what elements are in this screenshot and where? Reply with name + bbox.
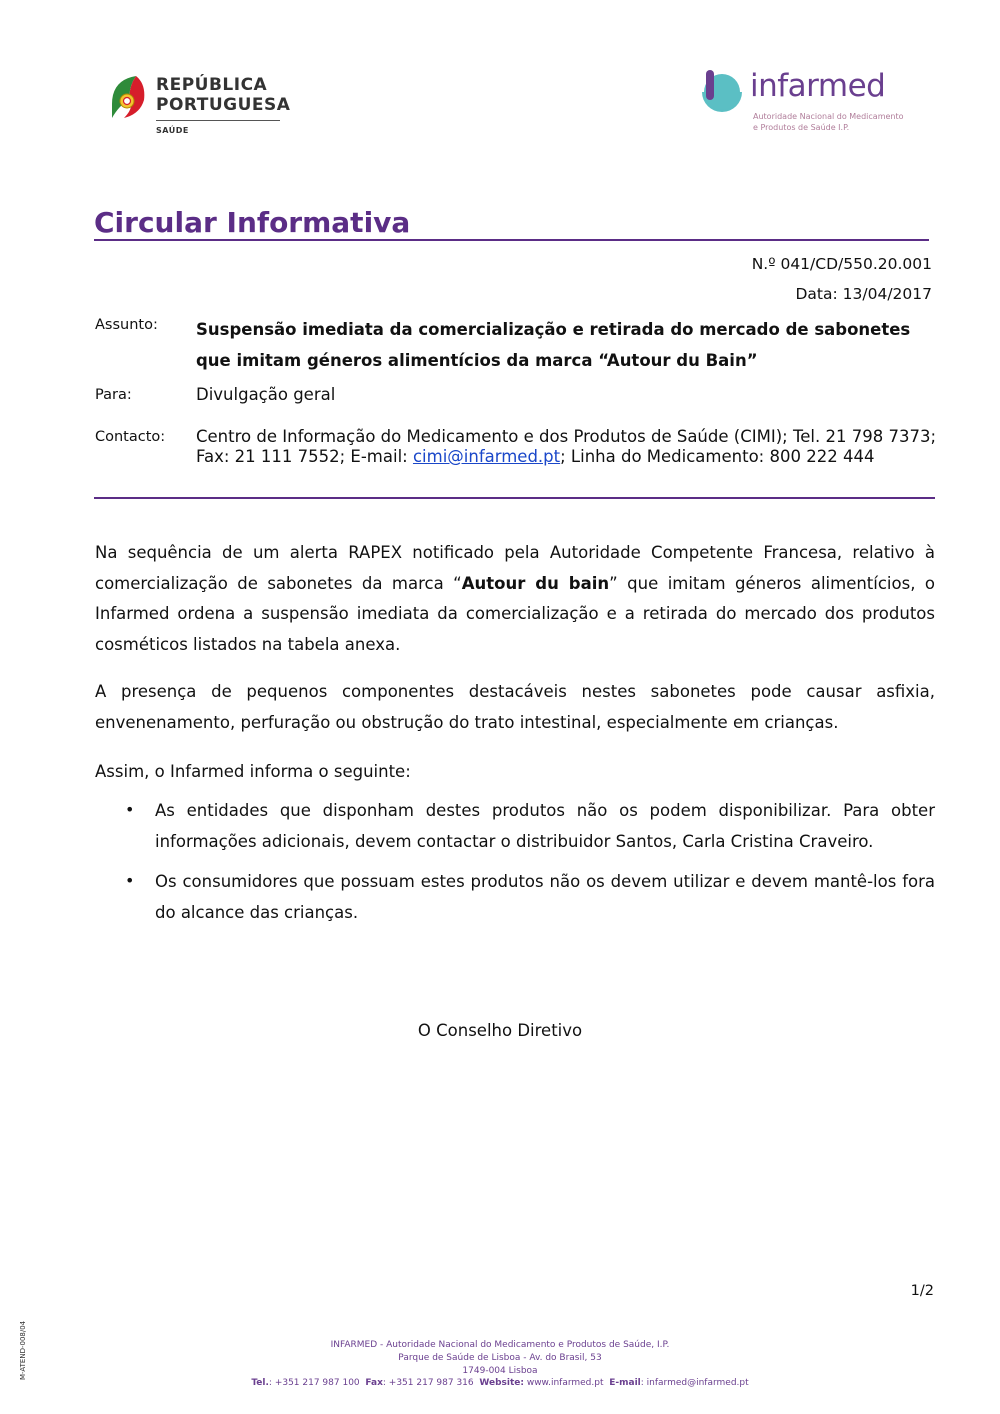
bullet-item: As entidades que disponham destes produtos não os podem disponibilizar. Para obter informações adicionais, devem contactar o distribuidor Santos, Carla Cristina Craveiro. [155, 801, 935, 851]
signature: O Conselho Diretivo [417, 1021, 583, 1040]
republica-portuguesa-logo [110, 72, 290, 142]
logo-divider [156, 120, 280, 121]
infarmed-mark-icon [696, 70, 748, 122]
portugal-flag-icon [110, 74, 148, 120]
contact-suffix: ; Linha do Medicamento: 800 222 444 [560, 447, 875, 466]
subject-label: Assunto: [95, 317, 158, 333]
footer-postcode: 1749-004 Lisboa [462, 1366, 538, 1376]
brand-name: Autour du bain [461, 573, 610, 593]
document-title: Circular Informativa [94, 206, 411, 239]
footer-fax-label: Fax [365, 1378, 383, 1388]
footer-address: Parque de Saúde de Lisboa - Av. do Brasil, 53 [398, 1353, 602, 1363]
page-number: 1/2 [910, 1283, 934, 1299]
to-text: Divulgação geral [196, 385, 336, 404]
contact-prefix: Centro de Informação do Medicamento e dos Produtos de Saúde (CIMI); Tel. 21 798 7373; Fax: 21 111 7552; E-mail: [196, 427, 936, 466]
bullet-marker: • [125, 871, 135, 890]
footer-email-label: E-mail [609, 1378, 641, 1388]
footer-tel-label: Tel. [251, 1378, 269, 1388]
bullet-marker: • [125, 800, 135, 819]
header-divider [94, 497, 935, 499]
footer-website[interactable]: www.infarmed.pt [523, 1378, 604, 1388]
infarmed-logo [696, 70, 906, 142]
contact-email-link[interactable]: cimi@infarmed.pt [412, 447, 561, 466]
paragraph-3: Assim, o Infarmed informa o seguinte: [95, 762, 411, 781]
title-divider [94, 239, 929, 241]
contact-label: Contacto: [95, 429, 166, 445]
infarmed-wordmark: infarmed [750, 68, 886, 104]
republica-text: REPÚBLICA [156, 75, 268, 95]
paragraph-1-end: ” que imitam géneros alimentícios, o Infarmed ordena a suspensão imediata da comercialização e a retirada do mercado dos produtos cosméticos listados na tabela anexa. [95, 573, 935, 654]
form-code: M-ATEND-008/04 [19, 1320, 27, 1380]
footer-contacts [0, 1377, 1000, 1390]
footer-organization: INFARMED - Autoridade Nacional do Medicamento e Produtos de Saúde, I.P. [330, 1340, 670, 1350]
reference-number: N.º 041/CD/550.20.001 [751, 255, 932, 273]
portuguesa-text: PORTUGUESA [156, 95, 291, 115]
paragraph-1 [95, 538, 935, 660]
footer-email[interactable]: : infarmed@infarmed.pt [640, 1378, 749, 1388]
document-date: Data: 13/04/2017 [795, 285, 932, 303]
paragraph-2: A presença de pequenos componentes destacáveis nestes sabonetes pode causar asfixia, envenenamento, perfuração ou obstrução do trato intestinal, especialmente em crianças. [95, 682, 935, 732]
paragraph-1-start: Na sequência de um alerta RAPEX notificado pela Autoridade Competente Francesa, relativo à comercialização de sabonetes da marca “ [95, 543, 935, 593]
infarmed-tagline: Autoridade Nacional do Medicamento [753, 112, 904, 121]
footer-tel: : +351 217 987 100 [268, 1378, 360, 1388]
saude-text: SAÚDE [156, 126, 189, 135]
footer-web-label: Website: [479, 1378, 524, 1388]
bullet-item: Os consumidores que possuam estes produtos não os devem utilizar e devem mantê-los fora do alcance das crianças. [155, 872, 935, 922]
contact-text [196, 427, 936, 467]
footer-fax: : +351 217 987 316 [382, 1378, 474, 1388]
to-label: Para: [95, 387, 132, 403]
subject-text: Suspensão imediata da comercialização e retirada do mercado de sabonetes que imitam géneros alimentícios da marca “Autour du Bain” [196, 320, 911, 370]
infarmed-tagline-2: e Produtos de Saúde I.P. [753, 123, 850, 132]
